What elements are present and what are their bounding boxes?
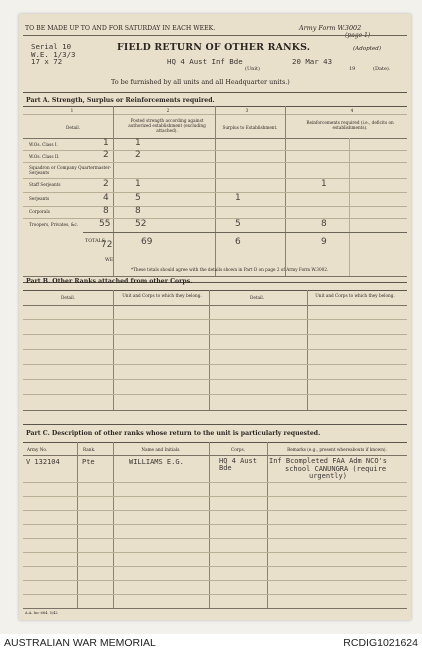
table-row	[23, 178, 407, 192]
part-c-row-rule	[23, 496, 407, 497]
unit-value: HQ 4 Aust Inf Bde	[167, 57, 243, 66]
entry-rank: Pte	[82, 458, 95, 466]
top-instruction: TO BE MADE UP TO AND FOR SATURDAY IN EACH WEEK.	[25, 25, 216, 32]
totals-surplus: 6	[235, 237, 241, 247]
row-posted: 2	[135, 150, 141, 160]
furnished-note: To be furnished by all units and all Headquarter units.)	[111, 78, 290, 86]
part-c-table-top	[23, 442, 407, 443]
form-title: FIELD RETURN OF OTHER RANKS.	[117, 42, 311, 53]
part-b-divider	[113, 290, 114, 410]
row-reinforcements: 8	[321, 219, 327, 229]
entry-army-no: V 132104	[26, 458, 60, 466]
row-posted: 1	[135, 179, 141, 189]
part-c-row-rule	[23, 552, 407, 553]
totals-label: TOTALS	[85, 239, 106, 244]
row-we: 2	[103, 150, 109, 160]
part-b-row-rule	[23, 319, 407, 320]
archive-id: RCDIG1021624	[343, 637, 418, 649]
part-a-rule	[23, 92, 407, 93]
row-posted: 1	[135, 138, 141, 148]
col-header-rank: Rank.	[83, 447, 96, 452]
row-we: 2	[103, 179, 109, 189]
col-header-detail: Detail.	[60, 295, 76, 300]
part-b-row-rule	[23, 394, 407, 395]
part-a-bottom	[23, 276, 407, 277]
row-we: 8	[103, 206, 109, 216]
row-detail: Troopers, Privates, &c.	[29, 222, 79, 227]
row-posted: 52	[135, 219, 147, 229]
remarks-line: Inf Bcompleted FAA Adm NCO's	[269, 457, 388, 465]
row-we: 55	[99, 219, 111, 229]
header-rule	[23, 35, 407, 36]
row-posted: 8	[135, 206, 141, 216]
adopted-note: (Adopted)	[353, 46, 382, 52]
col-header-name: Name and Initials.	[141, 447, 181, 452]
part-c-title: Part C. Description of other ranks whose return to the unit is particularly requested.	[26, 430, 321, 437]
part-c-divider	[209, 442, 210, 608]
row-surplus: 5	[235, 219, 241, 229]
we-label: WE	[105, 258, 114, 263]
entry-corps	[219, 458, 257, 472]
part-c-divider	[267, 442, 268, 608]
serial-block	[31, 43, 76, 66]
remarks-line: school CANUNGRA (require	[285, 464, 387, 473]
part-b-header-rule	[23, 305, 407, 306]
row-posted: 5	[135, 193, 141, 203]
part-b-row-rule	[23, 364, 407, 365]
col-header-remarks: Remarks (e.g., present whereabouts if known).	[287, 447, 387, 452]
date-value: 20 Mar 43	[292, 57, 333, 66]
totals-note: *These totals should agree with the details shown in Part D on page 2 of Army Form W.3002.	[131, 267, 329, 272]
totals-row	[23, 234, 407, 250]
row-we: 4	[103, 193, 109, 203]
date-year: 19	[349, 66, 356, 72]
col-header-posted: Posted strength according against authorized establishment (excluding attached).	[128, 118, 206, 133]
part-c-row-rule	[23, 538, 407, 539]
serial-line: W.E. 1/3/3	[31, 49, 76, 59]
unit-label: (Unit)	[245, 66, 260, 72]
part-c-row-rule	[23, 580, 407, 581]
totals-rule	[83, 232, 407, 233]
row-detail: Staff Serjeants	[29, 182, 61, 187]
part-c-row-rule	[23, 524, 407, 525]
part-c-row-rule	[23, 510, 407, 511]
form-id: Army Form W.3002	[299, 24, 362, 32]
part-b-row-rule	[23, 334, 407, 335]
archive-footer	[0, 634, 422, 653]
date-label: (Date).	[373, 66, 391, 72]
form-sheet	[19, 14, 411, 620]
part-b-row-rule	[23, 379, 407, 380]
row-reinforcements: 1	[321, 179, 327, 189]
row-we: 1	[103, 138, 109, 148]
corps-line: HQ 4 Aust	[219, 457, 257, 465]
totals-reinforcements: 9	[321, 237, 327, 247]
part-b-row-rule	[23, 349, 407, 350]
row-surplus: 1	[235, 193, 241, 203]
table-row	[23, 138, 407, 150]
table-row	[23, 218, 407, 232]
corps-line: Bde	[219, 464, 232, 472]
col-number: 2	[166, 108, 170, 113]
table-row	[23, 206, 407, 218]
col-header-surplus: Surplus to Establishment.	[222, 125, 278, 130]
col-header-corps: Corps.	[231, 447, 245, 452]
table-row	[23, 162, 407, 178]
part-c-header-rule	[23, 455, 407, 456]
entry-name: WILLIAMS E.G.	[129, 458, 184, 466]
row-detail: Corporals	[29, 209, 50, 214]
table-row	[23, 150, 407, 162]
col-number: 4	[350, 108, 354, 113]
entry-remarks	[269, 458, 387, 481]
totals-posted: 69	[141, 237, 153, 247]
col-number: 3	[245, 108, 249, 113]
part-c-row-rule	[23, 594, 407, 595]
col-header-detail: Detail.	[65, 125, 81, 130]
part-b-divider	[307, 290, 308, 410]
col-header-detail: Detail.	[249, 295, 265, 300]
part-c-rule	[23, 424, 407, 425]
serial-line: Serial 10	[31, 42, 72, 51]
part-c-bottom	[23, 608, 407, 609]
part-b-title: Part B. Other Ranks attached from other Corps.	[26, 278, 193, 285]
part-b-bottom	[23, 410, 407, 411]
part-c-row-rule	[23, 566, 407, 567]
serial-line: 17 x 72	[31, 57, 63, 66]
col-header-army-no: Army No.	[27, 447, 48, 452]
table-row	[23, 192, 407, 206]
part-b-divider	[209, 290, 210, 410]
part-b-table-top	[23, 290, 407, 291]
row-detail: W.Os. Class II.	[29, 154, 60, 159]
row-detail: W.Os. Class I.	[29, 142, 58, 147]
col-header-unit-corps: Unit and Corps to which they belong.	[315, 293, 395, 298]
archive-name: AUSTRALIAN WAR MEMORIAL	[4, 637, 156, 649]
print-code: A.A. Inc 664. 5/42	[25, 611, 58, 615]
remarks-line: urgently)	[309, 472, 347, 480]
part-a-title: Part A. Strength, Surplus or Reinforcements required.	[26, 97, 215, 104]
col-header-reinforcements: Reinforcements required (i.e., deficits on establishments).	[306, 120, 394, 130]
row-detail: Squadron or Company Quartermaster-Serjeants	[29, 165, 112, 175]
part-c-row-rule	[23, 482, 407, 483]
col-number: 1	[70, 108, 74, 113]
row-detail: Serjeants	[29, 196, 50, 201]
part-c-divider	[113, 442, 114, 608]
totals-we: 72	[101, 240, 113, 250]
col-header-unit-corps: Unit and Corps to which they belong.	[122, 293, 202, 298]
part-c-divider	[77, 442, 78, 608]
